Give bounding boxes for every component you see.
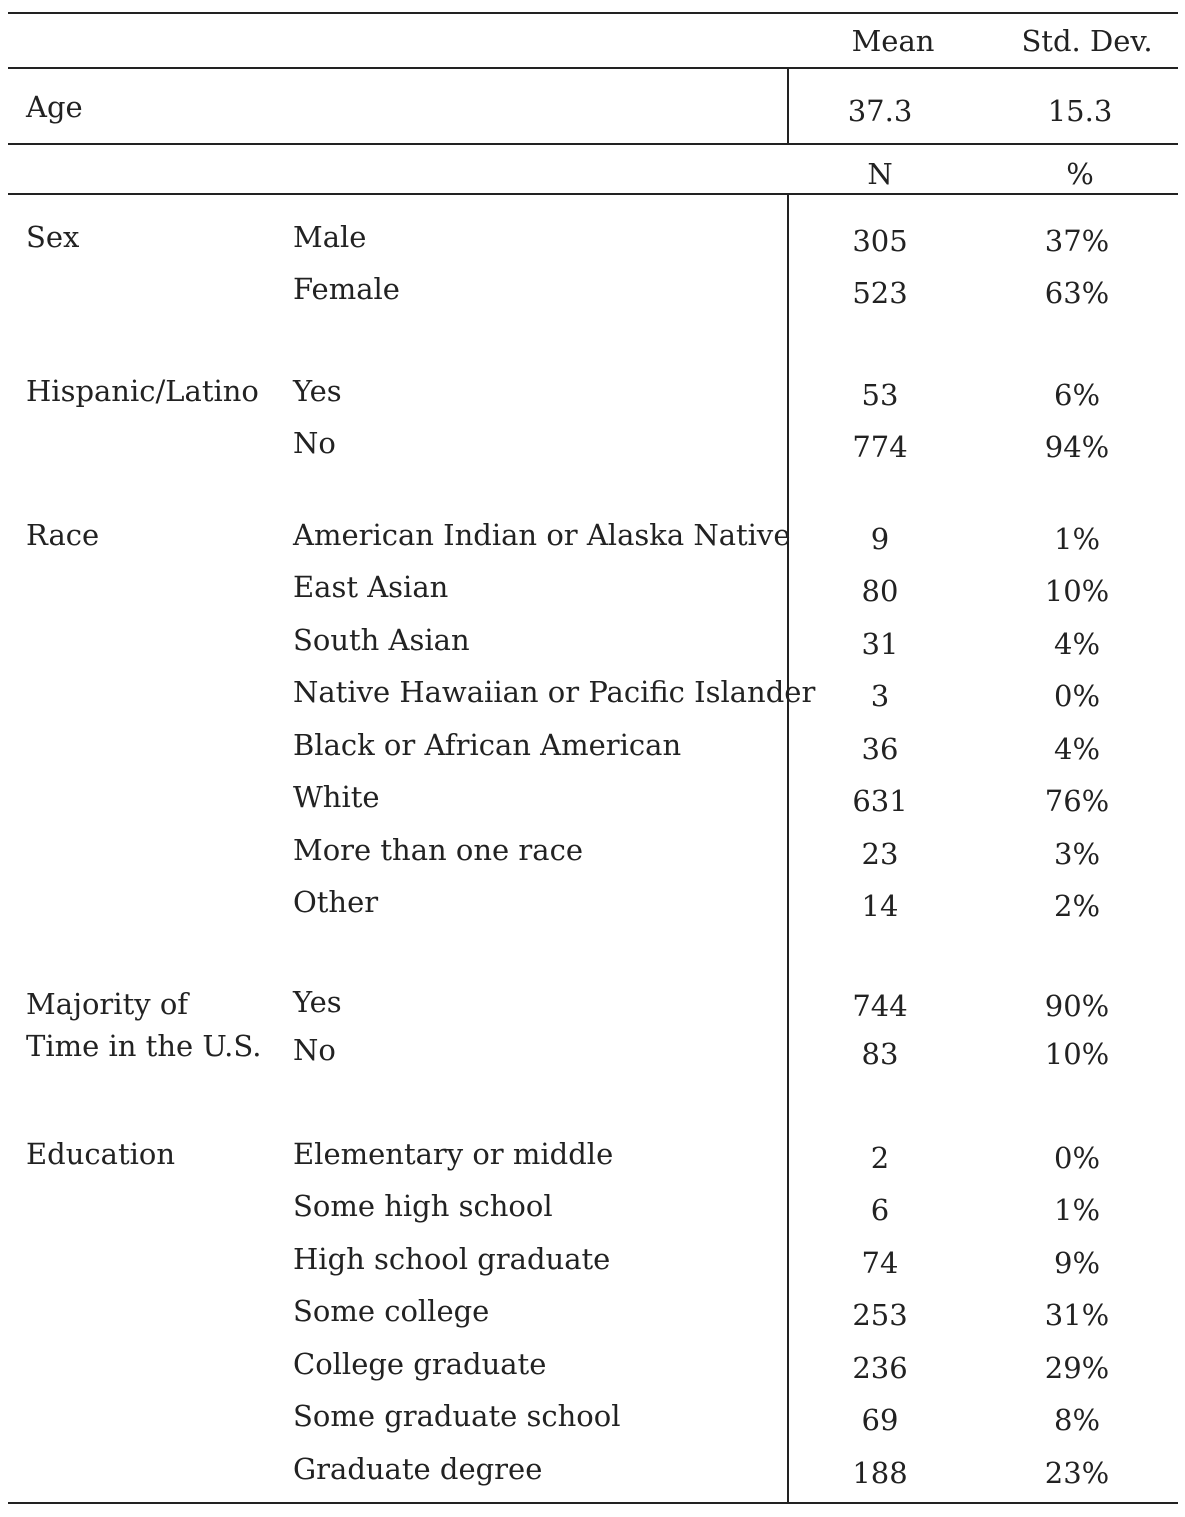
row-label: White <box>293 780 380 814</box>
row-label: Elementary or middle <box>293 1137 614 1171</box>
row-n: 74 <box>861 1246 899 1280</box>
row-n: 83 <box>861 1037 899 1071</box>
row-n: 9 <box>870 522 890 556</box>
row-pct: 63% <box>1044 276 1110 310</box>
row-pct: 10% <box>1044 1037 1110 1071</box>
row-pct: 0% <box>1053 1141 1101 1175</box>
row-label: East Asian <box>293 570 449 604</box>
row-pct: 2% <box>1053 889 1101 923</box>
row-label: Graduate degree <box>293 1452 543 1486</box>
row-n: 188 <box>852 1456 908 1490</box>
row-pct: 9% <box>1053 1246 1101 1280</box>
row-label: South Asian <box>293 623 470 657</box>
group-label-race: Race <box>26 518 100 552</box>
age-label: Age <box>26 90 83 124</box>
n-header: N <box>867 157 893 191</box>
row-pct: 10% <box>1044 574 1110 608</box>
row-n: 2 <box>870 1141 890 1175</box>
row-n: 53 <box>861 378 899 412</box>
age-mean: 37.3 <box>847 94 913 128</box>
row-pct: 94% <box>1044 430 1110 464</box>
group-label-sex: Sex <box>26 220 80 254</box>
column-divider-upper <box>787 67 789 145</box>
subheader-rule <box>8 193 1178 195</box>
row-pct: 37% <box>1044 224 1110 258</box>
row-n: 69 <box>861 1403 899 1437</box>
row-label: Some high school <box>293 1189 553 1223</box>
row-n: 523 <box>852 276 908 310</box>
row-n: 31 <box>861 627 899 661</box>
row-label: Male <box>293 220 367 254</box>
group-label-majority-line-1: Majority of <box>26 987 189 1021</box>
row-label: No <box>293 1033 336 1067</box>
row-pct: 3% <box>1053 837 1101 871</box>
row-n: 3 <box>870 679 890 713</box>
row-label: High school graduate <box>293 1242 611 1276</box>
row-pct: 76% <box>1044 784 1110 818</box>
row-n: 253 <box>852 1298 908 1332</box>
row-n: 14 <box>861 889 899 923</box>
row-label: No <box>293 426 336 460</box>
row-pct: 29% <box>1044 1351 1110 1385</box>
age-rule <box>8 143 1178 145</box>
row-n: 305 <box>852 224 908 258</box>
group-label-hispanic-latino: Hispanic/Latino <box>26 374 259 408</box>
row-n: 36 <box>861 732 899 766</box>
row-n: 6 <box>870 1193 890 1227</box>
row-n: 80 <box>861 574 899 608</box>
column-divider-lower <box>787 193 789 1504</box>
row-pct: 31% <box>1044 1298 1110 1332</box>
std-dev-header: Std. Dev. <box>1021 24 1153 58</box>
row-n: 774 <box>852 430 908 464</box>
row-pct: 4% <box>1053 732 1101 766</box>
row-label: Yes <box>293 985 342 1019</box>
age-std-dev: 15.3 <box>1047 94 1113 128</box>
row-n: 236 <box>852 1351 908 1385</box>
row-pct: 90% <box>1044 989 1110 1023</box>
row-pct: 23% <box>1044 1456 1110 1490</box>
row-label: Other <box>293 885 379 919</box>
row-label: Some college <box>293 1294 490 1328</box>
row-label: More than one race <box>293 833 583 867</box>
row-pct: 1% <box>1053 1193 1101 1227</box>
group-label-education: Education <box>26 1137 176 1171</box>
row-label: Black or African American <box>293 728 682 762</box>
row-label: American Indian or Alaska Native <box>293 518 791 552</box>
group-label-majority-line-2: Time in the U.S. <box>26 1029 262 1063</box>
row-label: Native Hawaiian or Pacific Islander <box>293 675 816 709</box>
row-n: 744 <box>852 989 908 1023</box>
row-label: Female <box>293 272 400 306</box>
row-label: Some graduate school <box>293 1399 621 1433</box>
row-label: Yes <box>293 374 342 408</box>
header-rule <box>8 67 1178 69</box>
bottom-rule <box>8 1502 1178 1504</box>
row-pct: 1% <box>1053 522 1101 556</box>
row-pct: 0% <box>1053 679 1101 713</box>
row-label: College graduate <box>293 1347 547 1381</box>
row-pct: 4% <box>1053 627 1101 661</box>
row-pct: 8% <box>1053 1403 1101 1437</box>
mean-header: Mean <box>851 24 935 58</box>
row-pct: 6% <box>1053 378 1101 412</box>
top-rule <box>8 12 1178 14</box>
row-n: 631 <box>852 784 908 818</box>
percent-header: % <box>1066 157 1094 191</box>
row-n: 23 <box>861 837 899 871</box>
